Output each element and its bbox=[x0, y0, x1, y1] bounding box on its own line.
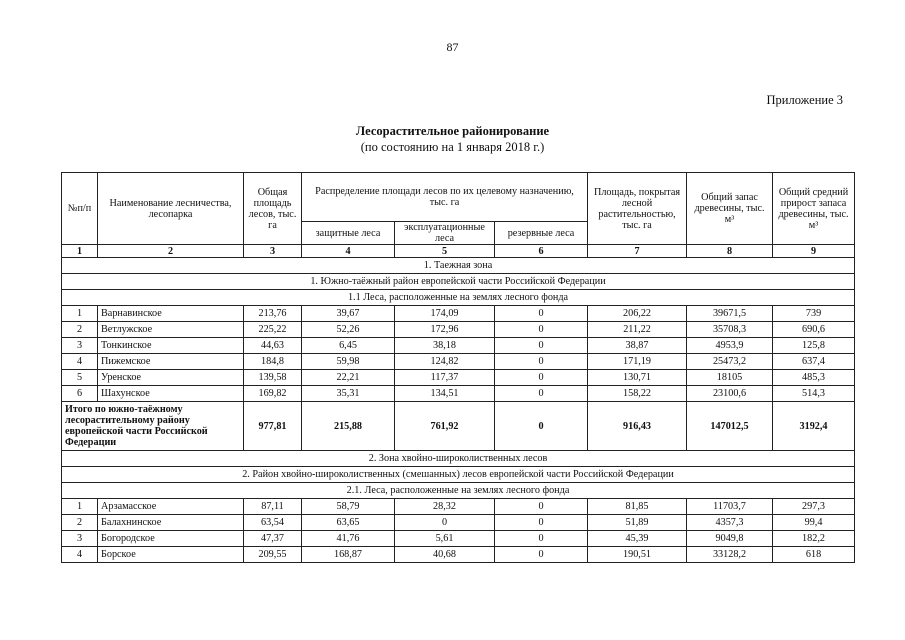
header-distribution: Распределение площади лесов по их целевому назначению, тыс. га bbox=[302, 173, 588, 222]
cell-stock: 25473,2 bbox=[687, 354, 773, 370]
cell-name: Шахунское bbox=[98, 386, 244, 402]
cell-num: 3 bbox=[62, 338, 98, 354]
cell-protective: 39,67 bbox=[302, 306, 395, 322]
zone-heading: 2. Зона хвойно-широколиственных лесов bbox=[62, 451, 855, 467]
total-growth: 3192,4 bbox=[773, 402, 855, 451]
cell-covered: 45,39 bbox=[588, 531, 687, 547]
cell-exploitation: 134,51 bbox=[395, 386, 495, 402]
cell-reserve: 0 bbox=[495, 354, 588, 370]
region-heading: 2. Район хвойно-широколиственных (смешанных) лесов европейской части Российской Федерации bbox=[62, 467, 855, 483]
cell-area: 63,54 bbox=[244, 515, 302, 531]
table-row bbox=[62, 370, 855, 386]
cell-covered: 38,87 bbox=[588, 338, 687, 354]
cell-name: Ветлужское bbox=[98, 322, 244, 338]
cell-growth: 514,3 bbox=[773, 386, 855, 402]
cell-name: Борское bbox=[98, 547, 244, 563]
page-number: 87 bbox=[446, 40, 459, 54]
cell-area: 184,8 bbox=[244, 354, 302, 370]
total-stock: 147012,5 bbox=[687, 402, 773, 451]
cell-covered: 81,85 bbox=[588, 499, 687, 515]
cell-exploitation: 38,18 bbox=[395, 338, 495, 354]
appendix-label: Приложение 3 bbox=[766, 93, 843, 107]
column-number-row bbox=[62, 245, 855, 258]
cell-protective: 52,26 bbox=[302, 322, 395, 338]
cell-exploitation: 124,82 bbox=[395, 354, 495, 370]
cell-covered: 158,22 bbox=[588, 386, 687, 402]
table-row bbox=[62, 338, 855, 354]
cell-covered: 206,22 bbox=[588, 306, 687, 322]
table-row bbox=[62, 354, 855, 370]
cell-protective: 168,87 bbox=[302, 547, 395, 563]
cell-protective: 6,45 bbox=[302, 338, 395, 354]
region-heading: 1. Южно-таёжный район европейской части Российской Федерации bbox=[62, 274, 855, 290]
cell-name: Уренское bbox=[98, 370, 244, 386]
document-subtitle: (по состоянию на 1 января 2018 г.) bbox=[360, 140, 545, 154]
cell-num: 2 bbox=[62, 322, 98, 338]
cell-covered: 171,19 bbox=[588, 354, 687, 370]
table-row bbox=[62, 306, 855, 322]
cell-name: Арзамасское bbox=[98, 499, 244, 515]
cell-growth: 99,4 bbox=[773, 515, 855, 531]
cell-exploitation: 174,09 bbox=[395, 306, 495, 322]
cell-num: 1 bbox=[62, 306, 98, 322]
cell-area: 209,55 bbox=[244, 547, 302, 563]
cell-num: 1 bbox=[62, 499, 98, 515]
cell-growth: 637,4 bbox=[773, 354, 855, 370]
cell-area: 87,11 bbox=[244, 499, 302, 515]
cell-area: 47,37 bbox=[244, 531, 302, 547]
header-covered-area: Площадь, покрытая лесной растительностью, тыс. га bbox=[588, 173, 687, 245]
cell-stock: 11703,7 bbox=[687, 499, 773, 515]
column-number: 4 bbox=[302, 245, 395, 258]
cell-stock: 9049,8 bbox=[687, 531, 773, 547]
cell-name: Балахнинское bbox=[98, 515, 244, 531]
cell-reserve: 0 bbox=[495, 386, 588, 402]
cell-growth: 125,8 bbox=[773, 338, 855, 354]
cell-exploitation: 117,37 bbox=[395, 370, 495, 386]
zone-heading: 1. Таежная зона bbox=[62, 258, 855, 274]
total-reserve: 0 bbox=[495, 402, 588, 451]
column-number: 8 bbox=[687, 245, 773, 258]
cell-stock: 23100,6 bbox=[687, 386, 773, 402]
cell-stock: 4953,9 bbox=[687, 338, 773, 354]
cell-reserve: 0 bbox=[495, 338, 588, 354]
header-num: №п/п bbox=[62, 173, 98, 245]
cell-reserve: 0 bbox=[495, 306, 588, 322]
column-number: 9 bbox=[773, 245, 855, 258]
cell-covered: 211,22 bbox=[588, 322, 687, 338]
cell-exploitation: 40,68 bbox=[395, 547, 495, 563]
cell-protective: 22,21 bbox=[302, 370, 395, 386]
cell-growth: 297,3 bbox=[773, 499, 855, 515]
cell-exploitation: 28,32 bbox=[395, 499, 495, 515]
total-area: 977,81 bbox=[244, 402, 302, 451]
cell-area: 169,82 bbox=[244, 386, 302, 402]
cell-protective: 35,31 bbox=[302, 386, 395, 402]
total-row bbox=[62, 402, 855, 451]
header-reserve: резервные леса bbox=[495, 222, 588, 245]
cell-protective: 58,79 bbox=[302, 499, 395, 515]
cell-covered: 51,89 bbox=[588, 515, 687, 531]
table-row bbox=[62, 386, 855, 402]
column-number: 5 bbox=[395, 245, 495, 258]
cell-name: Тонкинское bbox=[98, 338, 244, 354]
cell-exploitation: 172,96 bbox=[395, 322, 495, 338]
header-exploitation: эксплуатационные леса bbox=[395, 222, 495, 245]
cell-name: Богородское bbox=[98, 531, 244, 547]
cell-reserve: 0 bbox=[495, 370, 588, 386]
column-number: 2 bbox=[98, 245, 244, 258]
cell-exploitation: 5,61 bbox=[395, 531, 495, 547]
cell-exploitation: 0 bbox=[395, 515, 495, 531]
cell-growth: 690,6 bbox=[773, 322, 855, 338]
total-exploitation: 761,92 bbox=[395, 402, 495, 451]
header-total-area: Общая площадь лесов, тыс. га bbox=[244, 173, 302, 245]
cell-area: 213,76 bbox=[244, 306, 302, 322]
table-row bbox=[62, 531, 855, 547]
table-row bbox=[62, 547, 855, 563]
column-number: 6 bbox=[495, 245, 588, 258]
cell-covered: 190,51 bbox=[588, 547, 687, 563]
cell-name: Варнавинское bbox=[98, 306, 244, 322]
total-protective: 215,88 bbox=[302, 402, 395, 451]
cell-name: Пижемское bbox=[98, 354, 244, 370]
cell-num: 3 bbox=[62, 531, 98, 547]
cell-growth: 618 bbox=[773, 547, 855, 563]
cell-num: 6 bbox=[62, 386, 98, 402]
cell-area: 139,58 bbox=[244, 370, 302, 386]
cell-area: 225,22 bbox=[244, 322, 302, 338]
table-row bbox=[62, 515, 855, 531]
cell-num: 4 bbox=[62, 354, 98, 370]
total-label: Итого по южно-таёжному лесорастительному району европейской части Российской Федерации bbox=[62, 402, 244, 451]
cell-reserve: 0 bbox=[495, 547, 588, 563]
cell-stock: 39671,5 bbox=[687, 306, 773, 322]
cell-growth: 485,3 bbox=[773, 370, 855, 386]
cell-reserve: 0 bbox=[495, 515, 588, 531]
cell-stock: 35708,3 bbox=[687, 322, 773, 338]
header-wood-stock: Общий запас древесины, тыс. м³ bbox=[687, 173, 773, 245]
cell-growth: 182,2 bbox=[773, 531, 855, 547]
cell-stock: 18105 bbox=[687, 370, 773, 386]
table-row bbox=[62, 322, 855, 338]
total-covered: 916,43 bbox=[588, 402, 687, 451]
column-number: 1 bbox=[62, 245, 98, 258]
cell-area: 44,63 bbox=[244, 338, 302, 354]
cell-num: 5 bbox=[62, 370, 98, 386]
column-number: 7 bbox=[588, 245, 687, 258]
header-growth: Общий средний прирост запаса древесины, тыс. м³ bbox=[773, 173, 855, 245]
cell-stock: 4357,3 bbox=[687, 515, 773, 531]
table-row bbox=[62, 499, 855, 515]
subsection-heading: 2.1. Леса, расположенные на землях лесного фонда bbox=[62, 483, 855, 499]
header-protective: защитные леса bbox=[302, 222, 395, 245]
cell-reserve: 0 bbox=[495, 531, 588, 547]
cell-growth: 739 bbox=[773, 306, 855, 322]
cell-covered: 130,71 bbox=[588, 370, 687, 386]
cell-reserve: 0 bbox=[495, 499, 588, 515]
cell-reserve: 0 bbox=[495, 322, 588, 338]
column-number: 3 bbox=[244, 245, 302, 258]
cell-num: 4 bbox=[62, 547, 98, 563]
forest-zoning-table bbox=[61, 172, 855, 563]
cell-stock: 33128,2 bbox=[687, 547, 773, 563]
cell-protective: 59,98 bbox=[302, 354, 395, 370]
document-title: Лесорастительное районирование bbox=[355, 124, 550, 138]
subsection-heading: 1.1 Леса, расположенные на землях лесного фонда bbox=[62, 290, 855, 306]
cell-protective: 41,76 bbox=[302, 531, 395, 547]
cell-num: 2 bbox=[62, 515, 98, 531]
cell-protective: 63,65 bbox=[302, 515, 395, 531]
header-name: Наименование лесничества, лесопарка bbox=[98, 173, 244, 245]
